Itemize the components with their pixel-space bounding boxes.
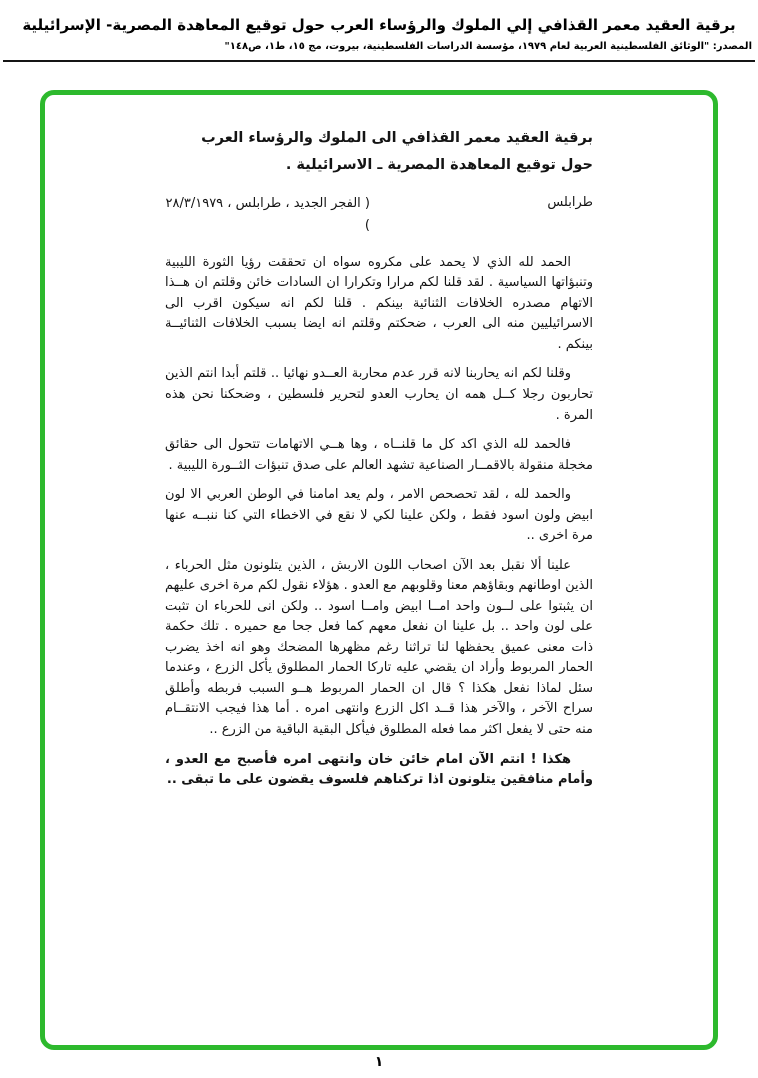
paragraph: والحمد لله ، لقد تحصحص الامر ، ولم يعد امامنا في الوطن العربي الا لون ابيض ولون اسود فقط ، ولكن علينا لكي لا نقع في الاخطاء التي كنا ننبــه عنها مرة اخرى .. xyxy=(165,487,593,544)
dateline xyxy=(165,193,593,237)
document-frame xyxy=(40,90,718,1050)
page-number: ١ xyxy=(374,1054,384,1070)
paragraph: فالحمد لله الذي اكد كل ما قلنــاه ، وها هــي الاتهامات تتحول الى حقائق مخجلة منقولة بالاقمــار الصناعية تشهد العالم على صدق تنبؤات الثــورة الليبية . xyxy=(165,437,593,473)
dateline-city: طرابلس xyxy=(547,194,593,210)
closing-paragraph: هكذا ! انتم الآن امام خائن خان وانتهى امره فأصبح مع العدو ، وأمام منافقين يتلونون اذا تركناهم فلسوف يقضون على ما تبقى .. xyxy=(165,751,593,788)
paragraph: علينا ألا نقبل بعد الآن اصحاب اللون الاربش ، الذين يتلونون مثل الحرباء ، الذين اوطانهم وبقاؤهم معنا وقلوبهم مع العدو . هؤلاء نقول لكم مرة اخرى عليهم ان يثبتوا على لــون واحد امــا ابيض وامــا اسود .. ولكن انى للحرباء ان تثبت على لون واحد .. بل علينا ان نفعل معهم كما فعل جحا مع حميره . تلك حكمة ذات معنى عميق يحفظها لنا تراثنا رغم مظهرها المضحك وهو انه اخذ يضرب الحمار المربوط وأراد ان يقضي عليه تاركا الحمار المطلوق يأكل الزرع ، وعندما سئل لماذا نفعل هكذا ؟ قال ان الحمار المربوط هــو السبب فربطه وأطلق سراح الآخر ، والآخر هذا قــد اكل الزرع وانتهى امره . أما هذا فيجب الانتقــام منه حتى لا يفعل اكثر مما فعله المطلوق فيأكل البقية الباقية من الزرع .. xyxy=(165,557,593,737)
document-heading-line2: حول توقيع المعاهدة المصرية ـ الاسرائيلية . xyxy=(285,156,593,173)
paragraph: وقلنا لكم انه يحاربنا لانه قرر عدم محاربة العــدو نهائيا .. قلتم أبدا انتم الذين تحاربون رجلا كــل همه ان يحارب العدو لتحرير فلسطين ، وضحكنا نحن هذه المرة . xyxy=(165,366,593,423)
source-line: المصدر: "الوثائق الفلسطينية العربية لعام ١٩٧٩، مؤسسة الدراسات الفلسطينية، بيروت، مج ١٥، ط١، ص١٤٨" xyxy=(224,41,752,52)
page-title: برقية العقيد معمر القذافي إلي الملوك والرؤساء العرب حول توقيع المعاهدة المصرية- الإسرائيلية xyxy=(22,16,736,34)
document-heading xyxy=(165,125,593,179)
header-divider xyxy=(3,60,755,62)
dateline-reference: ( الفجر الجديد ، طرابلس ، ٢٨/٣/١٩٧٩ ) xyxy=(165,195,370,233)
paragraph-list xyxy=(165,253,593,741)
paragraph: الحمد لله الذي لا يحمد على مكروه سواه ان تحققت رؤيا الثورة الليبية وتنبؤاتها السياسية . لقد قلنا لكم مرارا وتكرارا ان السادات خائن وقلتم ان هــذا الاتهام مصدره الخلافات الثنائية بينكم . قلنا لكم انه سيكون اقرب الى الاسرائيليين منه الى العرب ، ضحكتم وقلتم انه ايضا بسبب الخلافات الثنائيــة بينكم . xyxy=(165,254,593,352)
document-heading-line1: برقية العقيد معمر القذافي الى الملوك والرؤساء العرب xyxy=(201,130,593,146)
document-body xyxy=(165,125,593,791)
page-header xyxy=(0,0,758,62)
